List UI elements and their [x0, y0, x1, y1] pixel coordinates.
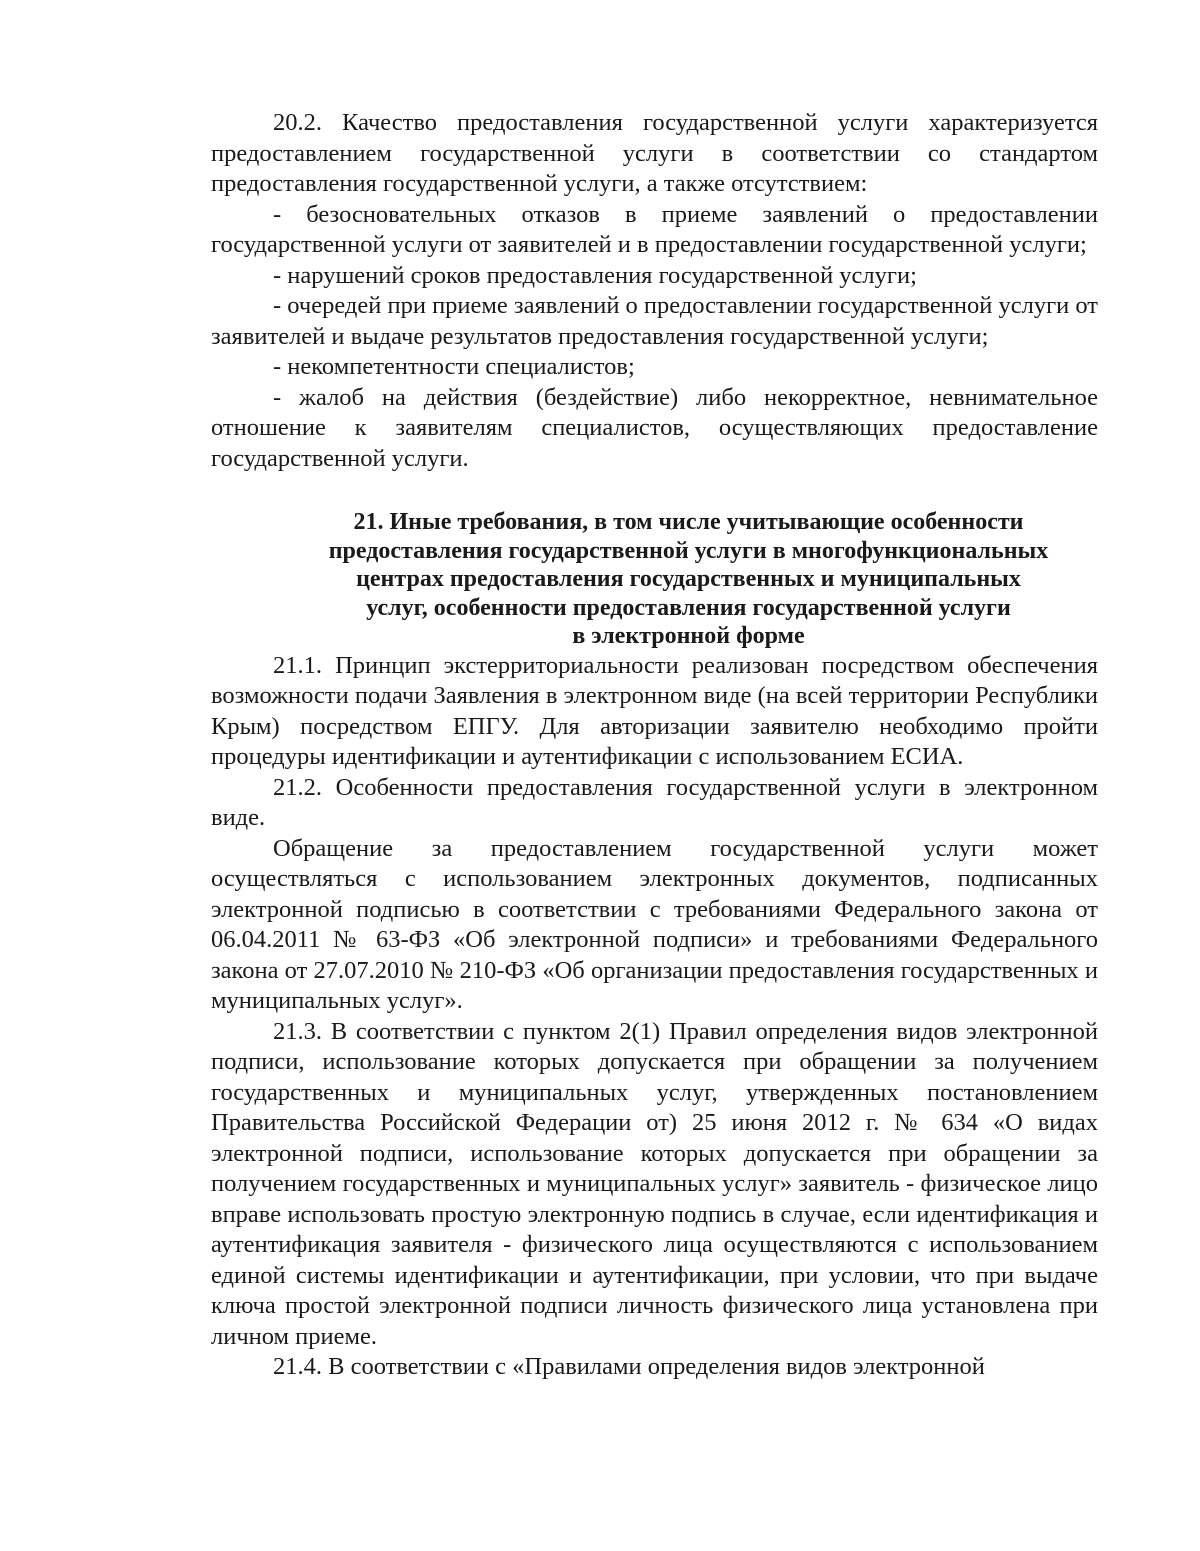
paragraph-21-1: 21.1. Принцип экстерриториальности реализован посредством обеспечения возможности подачи Заявления в электронном виде (на всей территории Республики Крым) посредством ЕПГУ. Для авторизации заявителю необходимо пройти процедуры идентификации и аутентификации с использованием ЕСИА. — [211, 651, 1098, 770]
paragraph-21-2: 21.2. Особенности предоставления государственной услуги в электронном виде. — [211, 773, 1098, 831]
paragraph-21-4: 21.4. В соответствии с «Правилами определения видов электронной — [273, 1353, 985, 1380]
paragraph-20-2-intro: 20.2. Качество предоставления государственной услуги характеризуется предоставлением государственной услуги в соответствии со стандартом предоставления государственной услуги, а также отсутствием: — [211, 109, 1098, 197]
heading-line: услуг, особенности предоставления государственной услуги — [366, 594, 1011, 621]
paragraph-21-2-body: Обращение за предоставлением государственной услуги может осуществляться с использованием электронных документов, подписанных электронной подписью в соответствии с требованиями Федерального закона от 06.04.2011 № 63-ФЗ «Об электронной подписи» и требованиями Федерального закона от 27.07.2010 № 210-ФЗ «Об организации предоставления государственных и муниципальных услуг». — [211, 834, 1098, 1014]
heading-line: в электронной форме — [572, 623, 805, 649]
heading-line: предоставления государственной услуги в многофункциональных — [328, 537, 1049, 564]
heading-line: 21. Иные требования, в том числе учитывающие особенности — [353, 509, 1024, 535]
heading-line: центрах предоставления государственных и муниципальных — [356, 566, 1021, 592]
paragraph-21-3: 21.3. В соответствии с пунктом 2(1) Правил определения видов электронной подписи, использование которых допускается при обращении за получением государственных и муниципальных услуг, утвержденных постановлением Правительства Российской Федерации от) 25 июня 2012 г. № 634 «О видах электронной подписи, использование которых допускается при обращении за получением государственных и муниципальных услуг» заявитель - физическое лицо вправе использовать простую электронную подпись в случае, если идентификация и аутентификация заявителя - физического лица осуществляются с использованием единой системы идентификации и аутентификации, при условии, что при выдаче ключа простой электронной подписи личность физического лица установлена при личном приеме. — [211, 1017, 1098, 1350]
list-item: - некомпетентности специалистов; — [273, 353, 635, 380]
list-item: - очередей при приеме заявлений о предоставлении государственной услуги от заявителей и выдаче результатов предоставления государственной услуги; — [211, 292, 1098, 350]
section-21-heading — [211, 508, 1098, 651]
list-item: - жалоб на действия (бездействие) либо некорректное, невнимательное отношение к заявителям специалистов, осуществляющих предоставление государственной услуги. — [211, 383, 1098, 472]
list-item: - безосновательных отказов в приеме заявлений о предоставлении государственной услуги от заявителей и в предоставлении государственной услуги; — [211, 200, 1098, 258]
document-page — [211, 108, 1098, 1383]
list-item: - нарушений сроков предоставления государственной услуги; — [273, 261, 917, 289]
section-spacer — [211, 474, 1098, 494]
